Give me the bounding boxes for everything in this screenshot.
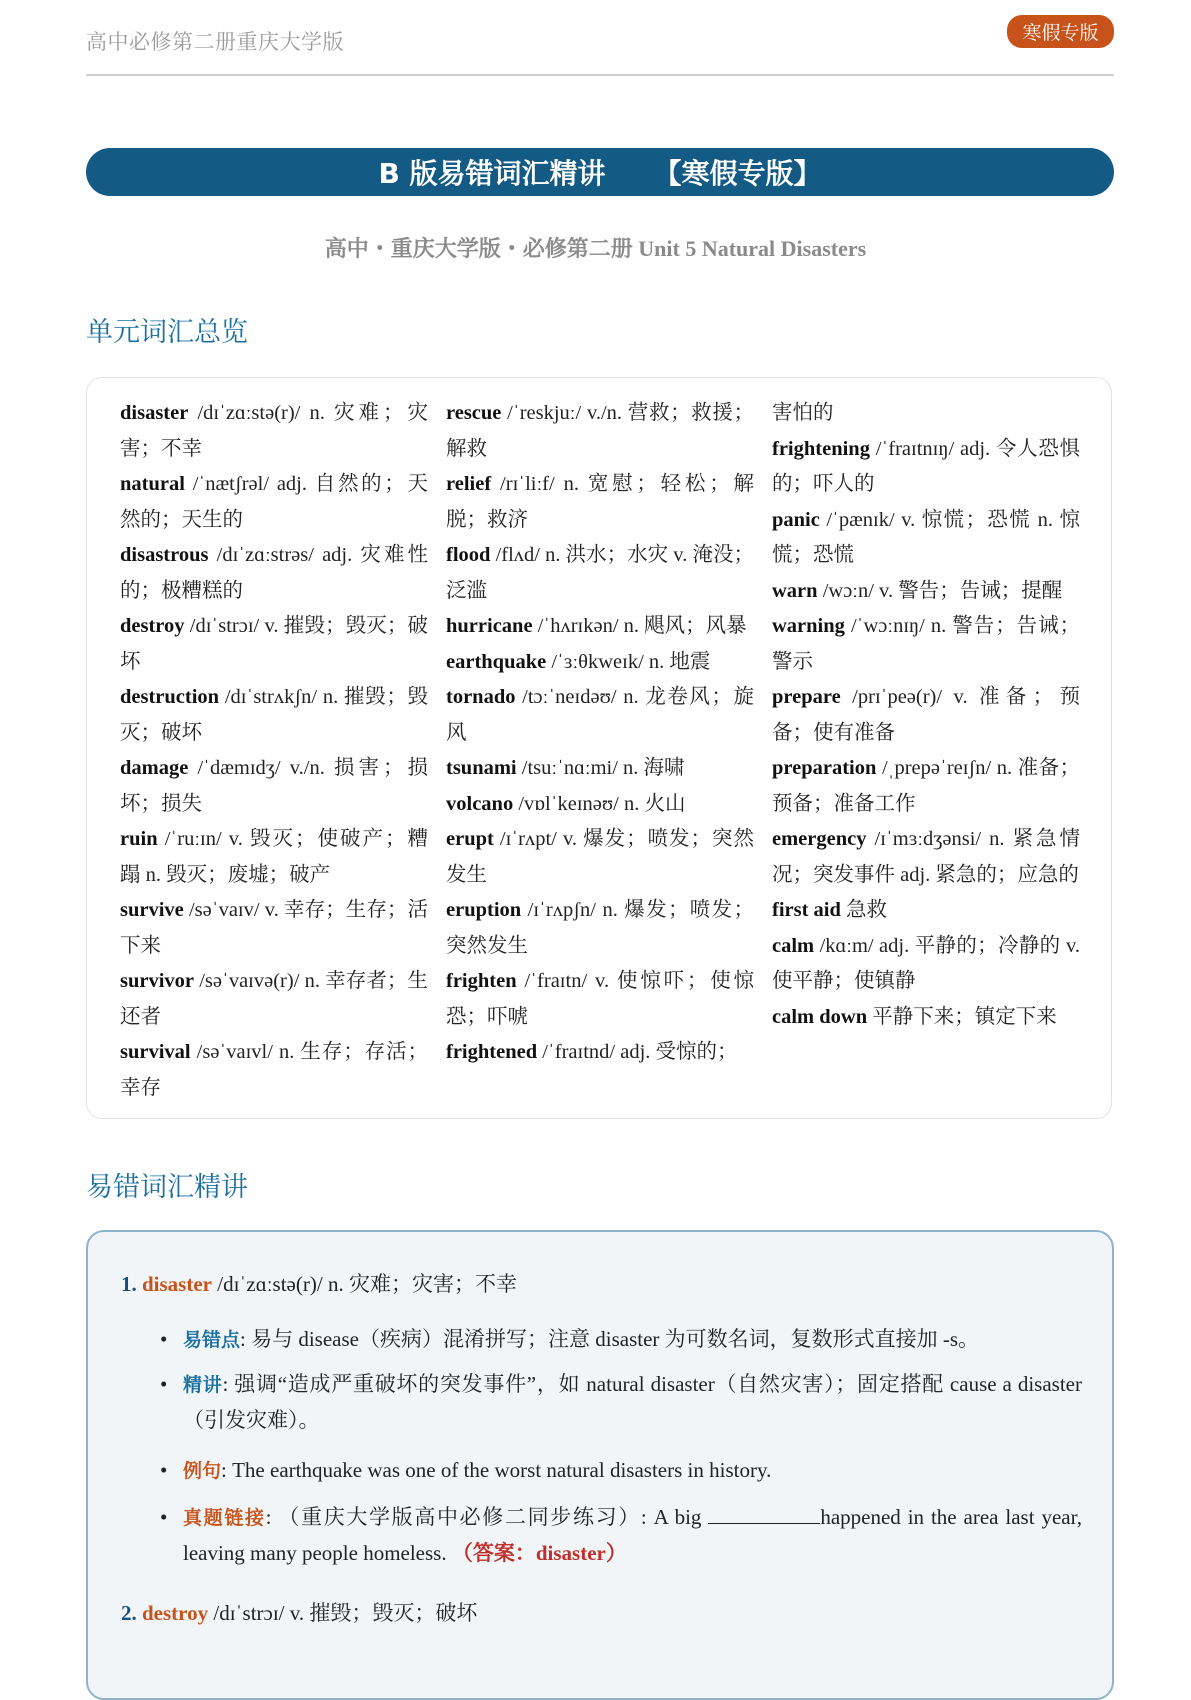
vocab-word: emergency xyxy=(772,828,867,850)
vocab-entry xyxy=(120,893,428,964)
banner-tag: 【寒假专版】 xyxy=(653,157,822,190)
vocab-entry xyxy=(120,609,428,680)
mistake-text: : 易与 disease（疾病）混淆拼写；注意 disaster 为可数名词，复数形式直接加 -s。 xyxy=(240,1327,980,1351)
exam-text-before: : （重庆大学版高中必修二同步练习）: A big xyxy=(265,1505,709,1529)
vocab-entry xyxy=(772,574,1080,610)
vocab-entry xyxy=(772,609,1080,680)
vocab-word: damage xyxy=(120,757,189,779)
vocab-word: frighten xyxy=(446,970,517,992)
vocab-entry xyxy=(120,396,428,467)
page-subtitle: 高中・重庆大学版・必修第二册 Unit 5 Natural Disasters xyxy=(324,236,867,261)
edition-badge: 寒假专版 xyxy=(1007,15,1114,48)
vocab-word: tornado xyxy=(446,686,516,708)
vocab-entry xyxy=(446,751,754,787)
bullet-example xyxy=(162,1453,1082,1489)
vocab-definition: /dɪˈstrɔɪ/ v. 摧毁；毁灭；破坏 xyxy=(120,615,428,673)
vocab-word: relief xyxy=(446,473,492,495)
item-number: 1. xyxy=(121,1272,137,1296)
vocab-entry xyxy=(446,893,754,964)
vocab-entry xyxy=(446,787,754,823)
detail-item-heading xyxy=(121,1597,477,1627)
vocab-word: survival xyxy=(120,1041,191,1063)
vocab-entry xyxy=(446,396,754,467)
vocab-definition: /ˈruːɪn/ v. 毁灭；使破产；糟蹋 n. 毁灭；废墟；破产 xyxy=(120,828,428,886)
vocab-definition: /ˈwɔːnɪŋ/ n. 警告；告诫；警示 xyxy=(772,615,1080,673)
vocab-column-2 xyxy=(446,396,754,1071)
vocab-word: warn xyxy=(772,579,818,602)
vocab-word: frightening xyxy=(772,437,870,460)
vocab-word: prepare xyxy=(772,686,841,708)
vocab-entry xyxy=(772,751,1080,822)
banner-main-title: B 版易错词汇精讲 xyxy=(378,157,606,190)
vocab-word: tsunami xyxy=(446,757,517,779)
vocab-definition: /ˈnætʃrəl/ adj. 自然的；天然的；天生的 xyxy=(120,473,428,531)
vocab-definition: /səˈvaɪvl/ n. 生存；存活；幸存 xyxy=(120,1041,428,1099)
vocab-definition: /dɪˈzɑːstə(r)/ n. 灾难；灾害；不幸 xyxy=(120,402,428,460)
vocab-definition: /dɪˈzɑːstrəs/ adj. 灾难性的；极糟糕的 xyxy=(120,544,428,602)
vocab-definition: /ˈɜːθkweɪk/ n. 地震 xyxy=(546,650,711,673)
vocab-definition: /ˈfraɪtn/ v. 使惊吓；使惊恐；吓唬 xyxy=(446,970,754,1028)
vocab-entry xyxy=(120,1035,428,1106)
vocab-definition: /tɔːˈneɪdəʊ/ n. 龙卷风；旋风 xyxy=(446,686,754,744)
vocab-entry xyxy=(446,1035,754,1071)
item-definition: /dɪˈzɑːstə(r)/ n. 灾难；灾害；不幸 xyxy=(212,1272,517,1296)
vocab-entry xyxy=(772,893,1080,929)
vocab-definition: /ˈfraɪtnd/ adj. 受惊的； xyxy=(537,1041,738,1063)
vocab-word: calm down xyxy=(772,1005,868,1028)
vocab-definition: 害怕的 xyxy=(772,402,834,424)
exam-label: 真题链接 xyxy=(183,1507,266,1529)
vocab-definition: /flʌd/ n. 洪水；水灾 v. 淹没；泛滥 xyxy=(446,544,754,602)
vocab-entry xyxy=(120,822,428,893)
bullet-dot: • xyxy=(160,1458,168,1482)
vocab-definition: /kɑːm/ adj. 平静的；冷静的 v. 使平静；使镇静 xyxy=(772,934,1080,992)
vocab-word: survivor xyxy=(120,970,195,992)
mistake-label: 易错点 xyxy=(183,1329,241,1351)
bullet-mistake xyxy=(162,1322,1082,1358)
vocab-entry xyxy=(446,964,754,1035)
vocab-definition: /ˈdæmɪdʒ/ v./n. 损害；损坏；损失 xyxy=(120,757,428,815)
vocab-entry xyxy=(446,645,754,681)
bullet-exam-link xyxy=(162,1500,1082,1571)
vocab-entry xyxy=(446,538,754,609)
vocab-entry xyxy=(120,467,428,538)
vocab-definition: /ˈhʌrɪkən/ n. 飓风；风暴 xyxy=(532,615,747,637)
vocab-word: rescue xyxy=(446,402,502,424)
vocab-entry xyxy=(772,929,1080,1000)
vocab-entry xyxy=(120,964,428,1035)
vocab-entry xyxy=(446,680,754,751)
example-label: 例句 xyxy=(183,1460,222,1482)
vocab-word: natural xyxy=(120,473,185,495)
vocab-entry xyxy=(772,680,1080,751)
vocab-definition: /ˈfraɪtnɪŋ/ adj. 令人恐惧的；吓人的 xyxy=(772,437,1080,495)
title-banner xyxy=(86,148,1114,196)
vocab-word: first aid xyxy=(772,899,841,921)
vocab-entry xyxy=(446,467,754,538)
header-divider xyxy=(86,74,1114,76)
header-title: 高中必修第二册重庆大学版 xyxy=(86,30,344,54)
answer-blank xyxy=(708,1503,820,1524)
vocab-definition: /ɪˈrʌpt/ v. 爆发；喷发；突然发生 xyxy=(446,828,754,886)
vocab-definition: /ɪˈmɜːdʒənsi/ n. 紧急情况；突发事件 adj. 紧急的；应急的 xyxy=(772,828,1080,886)
vocab-definition: /prɪˈpeə(r)/ v. 准备；预备；使有准备 xyxy=(772,686,1080,744)
vocab-word: panic xyxy=(772,508,820,531)
vocab-word: ruin xyxy=(120,828,158,850)
vocab-word: flood xyxy=(446,544,491,566)
vocab-entry xyxy=(772,396,1080,432)
vocab-word: earthquake xyxy=(446,650,547,673)
bullet-dot: • xyxy=(160,1372,168,1396)
vocab-definition: 平静下来；镇定下来 xyxy=(867,1005,1057,1028)
vocab-definition: /dɪˈstrʌkʃn/ n. 摧毁；毁灭；破坏 xyxy=(120,686,428,744)
vocab-definition: /tsuːˈnɑːmi/ n. 海啸 xyxy=(516,757,685,779)
example-text: : The earthquake was one of the worst natural disasters in history. xyxy=(221,1458,772,1482)
vocab-definition: /ˌprepəˈreɪʃn/ n. 准备；预备；准备工作 xyxy=(772,757,1080,815)
vocab-entry xyxy=(772,822,1080,893)
item-word: disaster xyxy=(142,1272,212,1296)
section-heading-detail: 易错词汇精讲 xyxy=(86,1172,248,1203)
vocab-word: preparation xyxy=(772,757,877,779)
vocab-column-3 xyxy=(772,396,1080,1035)
vocab-entry xyxy=(446,609,754,645)
vocab-word: destroy xyxy=(120,615,185,637)
vocab-word: erupt xyxy=(446,828,494,850)
vocab-word: eruption xyxy=(446,899,522,921)
vocab-entry xyxy=(772,503,1080,574)
vocab-definition: /ˈreskjuː/ v./n. 营救；救援；解救 xyxy=(446,402,754,460)
exam-text-after: happened in the area last year, leaving many people homeless. xyxy=(183,1505,1082,1565)
vocab-word: hurricane xyxy=(446,615,533,637)
vocab-definition: /ɪˈrʌpʃn/ n. 爆发；喷发；突然发生 xyxy=(446,899,754,957)
vocab-entry xyxy=(446,822,754,893)
explain-label: 精讲 xyxy=(183,1374,223,1396)
vocab-word: disastrous xyxy=(120,544,209,566)
vocab-word: survive xyxy=(120,899,184,921)
vocab-definition: /ˈpænɪk/ v. 惊慌；恐慌 n. 惊慌；恐慌 xyxy=(772,508,1080,566)
section-heading-overview: 单元词汇总览 xyxy=(86,317,248,348)
bullet-explain xyxy=(162,1367,1082,1438)
vocab-word: disaster xyxy=(120,402,189,424)
item-definition: /dɪˈstrɔɪ/ v. 摧毁；毁灭；破坏 xyxy=(208,1601,478,1625)
vocab-column-1 xyxy=(120,396,428,1106)
item-number: 2. xyxy=(121,1601,137,1625)
vocab-definition: /səˈvaɪv/ v. 幸存；生存；活下来 xyxy=(120,899,428,957)
vocab-entry xyxy=(772,1000,1080,1036)
vocab-definition: /wɔːn/ v. 警告；告诫；提醒 xyxy=(817,579,1063,602)
vocab-entry xyxy=(120,751,428,822)
item-word: destroy xyxy=(142,1601,209,1625)
bullet-dot: • xyxy=(160,1505,168,1529)
explain-text: : 强调“造成严重破坏的突发事件”，如 natural disaster（自然灾害）；固定搭配 cause a disaster（引发灾难）。 xyxy=(183,1372,1082,1432)
detail-item-heading xyxy=(121,1268,517,1298)
vocab-entry xyxy=(120,538,428,609)
vocab-definition: /vɒlˈkeɪnəʊ/ n. 火山 xyxy=(513,792,686,815)
vocab-word: warning xyxy=(772,615,845,637)
vocab-entry xyxy=(772,432,1080,503)
exam-answer: （答案：disaster） xyxy=(451,1541,627,1565)
vocab-entry xyxy=(120,680,428,751)
vocab-word: calm xyxy=(772,934,815,957)
vocab-definition: /səˈvaɪvə(r)/ n. 幸存者；生还者 xyxy=(120,970,428,1028)
bullet-dot: • xyxy=(160,1327,168,1351)
vocab-definition: /rɪˈliːf/ n. 宽慰；轻松；解脱；救济 xyxy=(446,473,754,531)
vocab-definition: 急救 xyxy=(840,899,888,921)
vocab-word: frightened xyxy=(446,1041,538,1063)
vocab-word: destruction xyxy=(120,686,220,708)
vocab-word: volcano xyxy=(446,792,514,815)
